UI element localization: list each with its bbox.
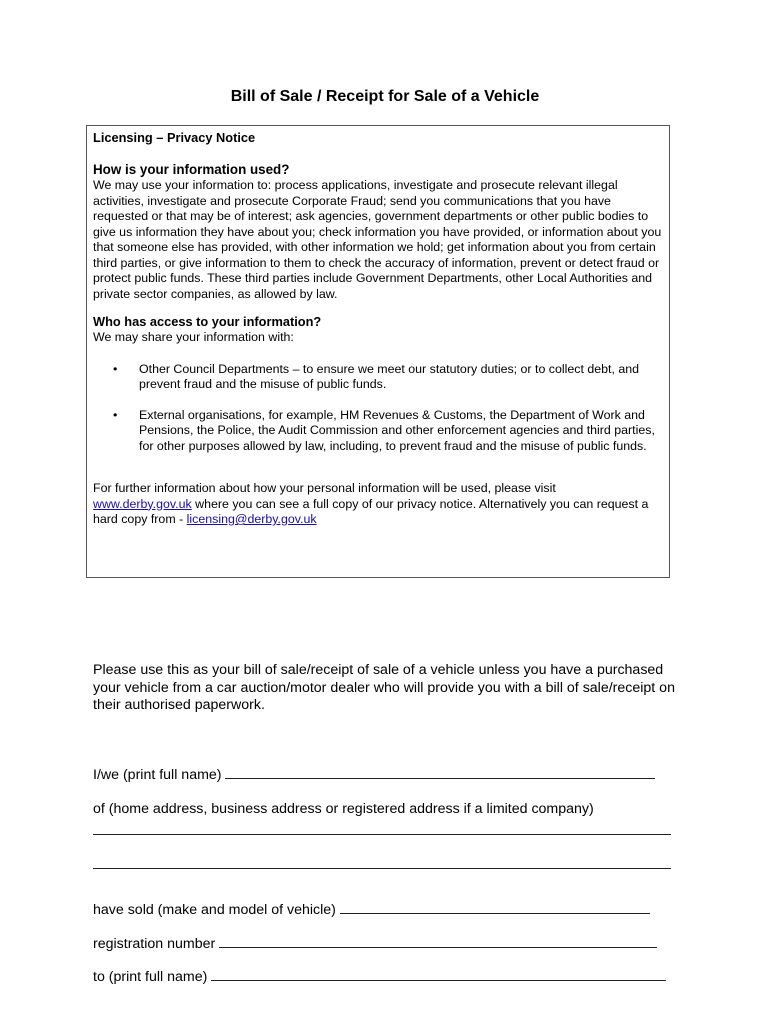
bullet-icon: • (113, 407, 118, 422)
share-list (93, 362, 663, 455)
vehicle-line[interactable] (340, 901, 650, 914)
further-info-paragraph: For further information about how your personal information will be used, please visit www.derby.gov.uk where you can see a full copy of our privacy notice. Alternatively you can request a hard copy from - licensing@derby.gov.uk (93, 481, 649, 526)
seller-name-label: I/we (print full name) (93, 767, 222, 783)
document-title: Bill of Sale / Receipt for Sale of a Vehicle (230, 88, 540, 105)
buyer-name-label: to (print full name) (93, 969, 208, 985)
registration-label: registration number (93, 936, 216, 952)
vehicle-label: have sold (make and model of vehicle) (93, 902, 336, 918)
registration-field[interactable] (93, 935, 678, 952)
derby-website-link[interactable]: www.derby.gov.uk (93, 496, 192, 511)
info-used-paragraph: We may use your information to: process applications, investigate and prosecute relevant illegal activities, investigate and prosecute Corporate Fraud; send you communications that you have requested or that may be of interest; ask agencies, government departments or other public bodies to give us information they have about you; check information you have provided, or information about you that someone else has provided, with other information we hold; get information about you from certain third parties, or give information to them to check the accuracy of information, prevent or detect fraud or protect public funds. These third parties include Government Departments, other Local Authorities and private sector companies, as allowed by law. (93, 178, 662, 301)
address-label: of (home address, business address or registered address if a limited company) (93, 801, 594, 817)
vehicle-field[interactable] (93, 901, 678, 918)
buyer-name-line[interactable] (211, 968, 666, 981)
seller-name-field[interactable] (93, 766, 678, 783)
access-heading: Who has access to your information? (93, 314, 322, 329)
seller-name-line[interactable] (225, 766, 655, 779)
access-paragraph: We may share your information with: (93, 330, 294, 344)
intro-paragraph: Please use this as your bill of sale/receipt of sale of a vehicle unless you have a purchased your vehicle from a car auction/motor dealer who will provide you with a bill of sale/receipt on their authorised paperwork. (93, 662, 675, 713)
address-line-2[interactable] (93, 868, 671, 869)
address-line-1[interactable] (93, 834, 671, 835)
privacy-notice-heading: Licensing – Privacy Notice (93, 130, 256, 145)
list-item: • External organisations, for example, HM Revenues & Customs, the Department of Work and Pensions, the Police, the Audit Commission and other enforcement agencies and third parties, for other purposes allowed by law, including, to prevent fraud and the misuse of public funds. (113, 407, 655, 453)
list-item: • Other Council Departments – to ensure we meet our statutory duties; or to collect debt, and prevent fraud and the misuse of public funds. (113, 361, 640, 391)
licensing-email-link[interactable]: licensing@derby.gov.uk (186, 512, 317, 526)
registration-line[interactable] (219, 935, 657, 948)
bullet-icon: • (113, 361, 118, 376)
buyer-name-field[interactable] (93, 968, 678, 985)
info-used-heading: How is your information used? (93, 162, 290, 177)
privacy-notice-box (86, 125, 670, 578)
